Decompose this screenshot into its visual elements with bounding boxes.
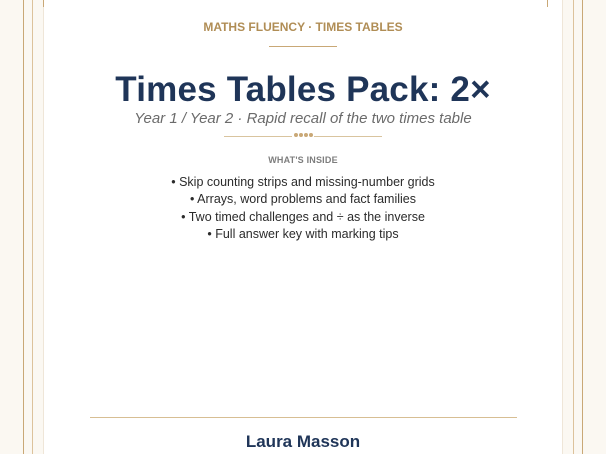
author-name: Laura Masson: [245, 432, 361, 451]
ornament-dots-icon: [294, 133, 314, 139]
list-item: • Full answer key with marking tips: [207, 226, 399, 241]
list-item: • Two timed challenges and ÷ as the inverse: [181, 209, 425, 224]
frame-tick-right: [547, 0, 548, 7]
ornament-dot: [299, 133, 303, 137]
series-kicker: MATHS FLUENCY · TIMES TABLES: [203, 20, 403, 34]
ornament-rule-left: [224, 136, 292, 137]
kicker-divider: [269, 46, 337, 47]
contents-list: [0, 174, 606, 243]
ornament-dot: [304, 133, 308, 137]
page-title: Times Tables Pack: 2×: [115, 70, 491, 109]
list-item: • Arrays, word problems and fact families: [190, 192, 416, 207]
section-heading: WHAT'S INSIDE: [268, 155, 338, 165]
ornament-dot: [309, 133, 313, 137]
frame-tick-left: [43, 0, 44, 7]
list-item: • Skip counting strips and missing-number grids: [171, 175, 435, 189]
page-subtitle: Year 1 / Year 2 · Rapid recall of the two times table: [134, 110, 472, 127]
ornament-dot: [294, 133, 298, 137]
author-divider: [90, 417, 517, 418]
ornament-rule-right: [314, 136, 382, 137]
